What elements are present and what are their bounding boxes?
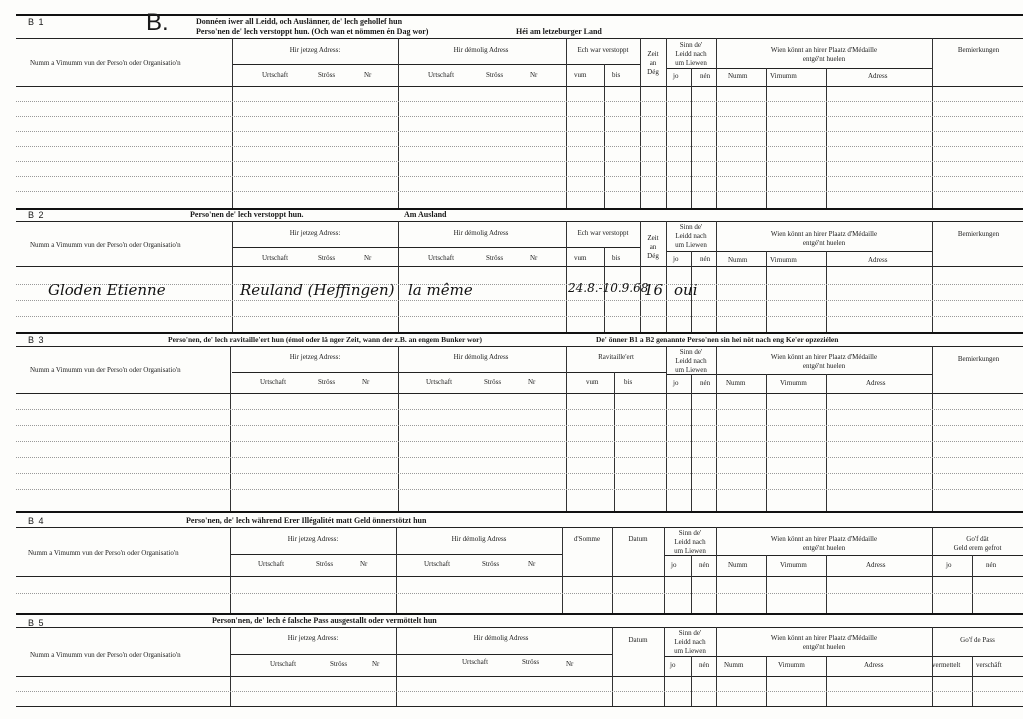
entry-name: Gloden Etienne — [48, 281, 166, 299]
b2-time-a: Zeit — [647, 234, 659, 242]
b2-name-header: Numm a Vimumm vun der Perso'n oder Organisatio'n — [30, 241, 181, 249]
b5-mediated: vermettelt — [932, 661, 961, 669]
b4-alive-b: Leidd nach — [674, 538, 706, 546]
b4-former-address: Hir démolig Adress — [451, 535, 507, 543]
b1-no: nén — [700, 72, 711, 80]
b2-remarks: Bemierkungen — [957, 230, 1000, 238]
b4-m-first: Virnumm — [780, 561, 807, 569]
b2-alive-a: Sinn de' — [679, 223, 703, 231]
section-code-b3: B 3 — [28, 335, 45, 345]
entry-days: 16 — [644, 281, 664, 299]
b1-number: Nr — [364, 71, 372, 79]
b3-name-header: Numm a Vimumm vun der Perso'n oder Organisatio'n — [30, 366, 181, 374]
b4-alive-c: um Liewen — [674, 547, 706, 555]
b1-medal-b: entgé'nt huelen — [802, 55, 846, 63]
b2-title: Perso'nen de' lech verstoppt hun. — [190, 210, 304, 219]
b2-m-name: Numm — [728, 256, 748, 264]
b2-from: vum — [574, 254, 587, 262]
b1-place2: Urtschaft — [428, 71, 455, 79]
b2-street2: Ströss — [486, 254, 504, 262]
b5-pass: Go'f de Pass — [960, 636, 995, 644]
b5-alive-c: um Liewen — [674, 647, 706, 655]
b4-title: Perso'nen, de' lech während Erer Illégalitét matt Geld önnerstötzt hun — [186, 516, 427, 525]
b2-street: Ströss — [318, 254, 336, 262]
b5-alive-a: Sinn de' — [678, 629, 702, 637]
b2-title-b: Am Ausland — [404, 210, 447, 219]
b2-former-address: Hir démolig Adress — [453, 229, 509, 237]
entry-address: Reuland (Heffingen) — [240, 281, 395, 299]
b1-alive-a: Sinn de' — [679, 41, 703, 49]
form-letter: B. — [146, 9, 169, 36]
b1-former-address: Hir démolig Adress — [453, 46, 509, 54]
b3-street: Ströss — [318, 378, 336, 386]
b5-m-first: Virnumm — [778, 661, 805, 669]
b1-title-line2b: Héi am letzeburger Land — [516, 27, 602, 36]
section-code-b5: B 5 — [28, 618, 45, 628]
b4-place2: Urtschaft — [424, 560, 451, 568]
b1-number2: Nr — [530, 71, 538, 79]
b5-name-header: Numm a Vimumm vun der Perso'n oder Organisatio'n — [30, 651, 181, 659]
b5-medal-a: Wien könnt an hirer Plaatz d'Médaille — [770, 634, 878, 642]
b5-number2: Nr — [566, 660, 574, 668]
b2-number2: Nr — [530, 254, 538, 262]
b4-current-address: Hir jetzeg Adress: — [287, 535, 339, 543]
b1-medal-a: Wien könnt an hirer Plaatz d'Médaille — [770, 46, 878, 54]
b3-to: bis — [624, 378, 633, 386]
b1-alive-b: Leidd nach — [675, 50, 707, 58]
b2-m-addr: Adress — [868, 256, 888, 264]
b2-place2: Urtschaft — [428, 254, 455, 262]
b4-medal-b: entgé'nt huelen — [802, 544, 846, 552]
b5-m-name: Numm — [724, 661, 744, 669]
b2-no: nén — [700, 255, 711, 263]
b1-time-a: Zeit — [647, 50, 659, 58]
b1-time-b: an — [649, 59, 657, 67]
b1-time-c: Dég — [647, 68, 659, 76]
b1-m-first: Virnumm — [770, 72, 797, 80]
b1-street2: Ströss — [486, 71, 504, 79]
b4-m-name: Numm — [728, 561, 748, 569]
b1-hidden: Ech war verstoppt — [577, 46, 629, 54]
b4-place: Urtschaft — [258, 560, 285, 568]
b1-from: vum — [574, 71, 587, 79]
section-code-b2: B 2 — [28, 210, 45, 220]
b3-alive-c: um Liewen — [675, 366, 707, 374]
b4-money-a: Go'f dät — [966, 535, 989, 543]
b1-to: bis — [612, 71, 621, 79]
b2-alive-b: Leidd nach — [675, 232, 707, 240]
b4-yes: jo — [671, 561, 677, 569]
b1-name-header: Numm a Vimumm vun der Perso'n oder Organisatio'n — [30, 59, 181, 67]
b3-no: nén — [700, 379, 711, 387]
b5-no: nén — [699, 661, 710, 669]
b1-yes: jo — [673, 72, 679, 80]
b1-remarks: Bemierkungen — [957, 46, 1000, 54]
b5-current-address: Hir jetzeg Adress: — [287, 634, 339, 642]
b2-number: Nr — [364, 254, 372, 262]
b3-number2: Nr — [528, 378, 536, 386]
b2-m-first: Virnumm — [770, 256, 797, 264]
b3-title: Perso'nen, de' lech ravitaille'ert hun (émol oder lä nger Zeit, wann der z.B. an engem Bunker wor) — [168, 335, 483, 344]
b2-hidden: Ech war verstoppt — [577, 229, 629, 237]
b5-medal-b: entgé'nt huelen — [802, 643, 846, 651]
b3-medal-b: entgé'nt huelen — [802, 362, 846, 370]
entry-alive: oui — [674, 281, 698, 299]
b3-place: Urtschaft — [260, 378, 287, 386]
b1-title-line1: Donnéen iwer all Leidd, och Auslänner, de' lech gehollef hun — [196, 17, 403, 26]
b3-ravit: Ravitaille'ert — [598, 353, 634, 361]
b3-title-b: De' önner B1 a B2 genannte Perso'nen sin hei nöt nach eng Ke'er opzeziélen — [596, 335, 839, 344]
b5-place: Urtschaft — [270, 660, 297, 668]
b3-yes: jo — [673, 379, 679, 387]
b3-current-address: Hir jetzeg Adress: — [289, 353, 341, 361]
b2-to: bis — [612, 254, 621, 262]
b2-time-c: Dég — [647, 252, 659, 260]
b2-time-b: an — [649, 243, 657, 251]
b1-title-line2: Perso'nen de' lech verstoppt hun. (Och wan et nömmen én Dag wor) — [196, 27, 429, 36]
b5-street2: Ströss — [522, 658, 540, 666]
b3-alive-b: Leidd nach — [675, 357, 707, 365]
b3-m-first: Virnumm — [780, 379, 807, 387]
entry-period: 24.8.-10.9.68 — [568, 281, 649, 295]
b1-alive-c: um Liewen — [675, 59, 707, 67]
b4-number2: Nr — [528, 560, 536, 568]
b5-m-addr: Adress — [864, 661, 884, 669]
b3-number: Nr — [362, 378, 370, 386]
b4-number: Nr — [360, 560, 368, 568]
b4-sum: d'Somme — [573, 535, 601, 543]
section-code-b1: B 1 — [28, 17, 45, 27]
b5-yes: jo — [670, 661, 676, 669]
b2-alive-c: um Liewen — [675, 241, 707, 249]
b2-yes: jo — [673, 255, 679, 263]
b3-place2: Urtschaft — [426, 378, 453, 386]
entry-former-address: la même — [408, 281, 473, 299]
b3-remarks: Bemierkungen — [957, 355, 1000, 363]
b2-medal-b: entgé'nt huelen — [802, 239, 846, 247]
b5-title: Person'nen, de' lech é falsche Pass ausgestallt oder vermöttelt hun — [212, 616, 437, 625]
b4-alive-a: Sinn de' — [678, 529, 702, 537]
b5-alive-b: Leidd nach — [674, 638, 706, 646]
b4-name-header: Numm a Vimumm vun der Perso'n oder Organisatio'n — [28, 549, 179, 557]
b1-m-name: Numm — [728, 72, 748, 80]
b2-medal-a: Wien könnt an hirer Plaatz d'Médaille — [770, 230, 878, 238]
b4-medal-a: Wien könnt an hirer Plaatz d'Médaille — [770, 535, 878, 543]
b1-street: Ströss — [318, 71, 336, 79]
b5-date: Datum — [628, 636, 648, 644]
b3-m-name: Numm — [726, 379, 746, 387]
b2-current-address: Hir jetzeg Adress: — [289, 229, 341, 237]
b3-former-address: Hir démolig Adress — [453, 353, 509, 361]
b4-date: Datum — [628, 535, 648, 543]
b5-place2: Urtschaft — [462, 658, 489, 666]
b4-money-yes: jo — [946, 561, 952, 569]
b1-place: Urtschaft — [262, 71, 289, 79]
b3-street2: Ströss — [484, 378, 502, 386]
b5-number: Nr — [372, 660, 380, 668]
b1-current-address: Hir jetzeg Adress: — [289, 46, 341, 54]
b4-money-b: Geld erem gefrot — [953, 544, 1002, 552]
b3-alive-a: Sinn de' — [679, 348, 703, 356]
b3-m-addr: Adress — [866, 379, 886, 387]
b5-street: Ströss — [330, 660, 348, 668]
section-code-b4: B 4 — [28, 516, 45, 526]
b4-street2: Ströss — [482, 560, 500, 568]
b4-m-addr: Adress — [866, 561, 886, 569]
b4-street: Ströss — [316, 560, 334, 568]
b5-sold: verschäft — [976, 661, 1002, 669]
b5-former-address: Hir démolig Adress — [473, 634, 529, 642]
b3-medal-a: Wien könnt an hirer Plaatz d'Médaille — [770, 353, 878, 361]
b4-no: nén — [699, 561, 710, 569]
b4-money-no: nén — [986, 561, 997, 569]
b1-m-addr: Adress — [868, 72, 888, 80]
b3-from: vum — [586, 378, 599, 386]
b2-place: Urtschaft — [262, 254, 289, 262]
